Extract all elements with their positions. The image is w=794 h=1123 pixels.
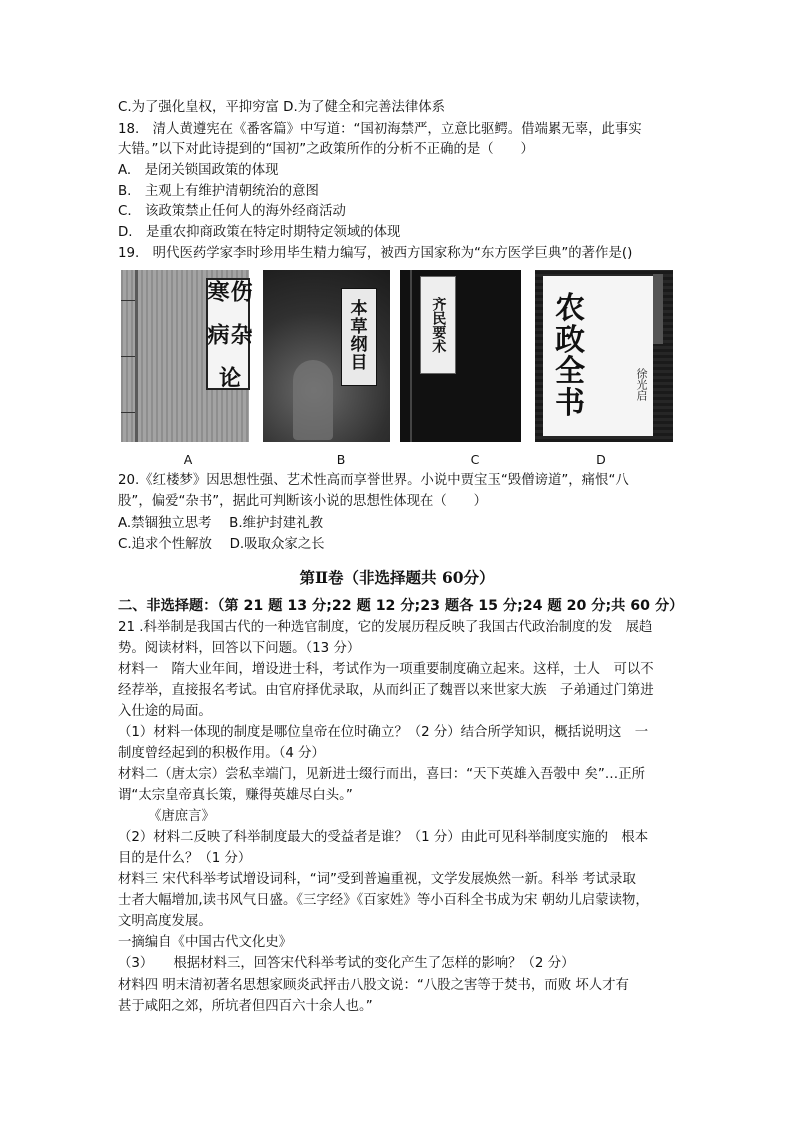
material1-line2: 经荐举，直接报名考试。由官府择优录取，从而纠正了魏晋以来世家大族 子弟通过门第进 <box>118 683 654 698</box>
book-d-title-2: 政 <box>555 322 585 358</box>
book-label-a: A <box>183 452 193 467</box>
book-c-title-1: 齐民 <box>430 297 447 325</box>
material4-line2: 甚于咸阳之郊，所坑者但四百六十余人也。” <box>118 999 373 1014</box>
q20-stem-line2: 股”，偏爱“杂书”，据此可判断该小说的思想性体现在（ ） <box>118 494 487 509</box>
q18-option-b: B. 主观上有维护清朝统治的意图 <box>118 184 319 199</box>
q20-options-ab: A.禁锢独立思考 B.维护封建礼教 <box>118 516 323 531</box>
book-cover-b <box>263 270 390 442</box>
material1-line3: 入仕途的局面。 <box>118 704 212 719</box>
book-a-title-1: 伤寒 <box>204 280 254 302</box>
q21-intro-line1: 21 .科举制是我国古代的一种选官制度，它的发展历程反映了我国古代政治制度的发 展趋 <box>118 620 653 635</box>
book-label-b: B <box>336 452 346 467</box>
material3-line1: 材料三 宋代科举考试增设词科，“词”受到普遍重视，文学发展焕然一新。科举 考试录取 <box>118 872 636 887</box>
q18-stem-line1: 18. 清人黄遵宪在《番客篇》中写道：“国初海禁严，立意比驱鳄。借端累无辜，此事实 <box>118 122 642 137</box>
book-a-title-3: 论 <box>215 366 242 388</box>
book-d-title-4: 书 <box>555 385 585 421</box>
book-cover-d <box>535 270 673 442</box>
q20-options-cd: C.追求个性解放 D.吸取众家之长 <box>118 537 325 552</box>
book-d-title-3: 全 <box>555 354 585 389</box>
section-heading: 二、非选择题：（第 21 题 13 分;22 题 12 分;23 题各 15 分;24 题 20 分;共 60 分） <box>118 598 684 614</box>
q21-2-line2: 目的是什么？（1 分） <box>118 851 252 866</box>
q21-1-line2: 制度曾经起到的积极作用。（4 分） <box>118 746 325 761</box>
material4-line1: 材料四 明末清初著名思想家顾炎武抨击八股文说：“八股之害等于焚书，而败 坏人才有 <box>118 978 629 993</box>
material3-line3: 文明高度发展。 <box>118 914 212 929</box>
q21-1-line1: （1）材料一体现的制度是哪位皇帝在位时确立？（2 分）结合所学知识，概括说明这 一 <box>118 725 649 740</box>
q18-stem-line2: 大错。”以下对此诗提到的“国初”之政策所作的分析不正确的是（ ） <box>118 142 534 157</box>
book-cover-c <box>400 270 521 442</box>
book-label-d: D <box>596 452 606 467</box>
book-d-author: 徐光启 <box>635 368 648 401</box>
q21-2-line1: （2）材料二反映了科举制度最大的受益者是谁？（1 分）由此可见科举制度实施的 根本 <box>118 830 649 845</box>
material2-source: 《唐庶言》 <box>148 809 215 824</box>
book-c-title-2: 要术 <box>430 325 447 353</box>
q18-option-c: C. 该政策禁止任何人的海外经商活动 <box>118 204 346 219</box>
q20-stem-line1: 20.《红楼梦》因思想性强、艺术性高而享誉世界。小说中贾宝玉“毁僧谤道”，痛恨“八 <box>118 473 629 488</box>
book-b-title-1: 本 <box>350 299 368 320</box>
book-covers <box>121 270 673 442</box>
q21-3: （3） 根据材料三，回答宋代科举考试的变化产生了怎样的影响？（2 分） <box>118 956 575 971</box>
q21-intro-line2: 势。阅读材料，回答以下问题。（13 分） <box>118 641 361 656</box>
book-label-c: C <box>470 452 480 467</box>
q19-stem: 19. 明代医药学家李时珍用毕生精力编写，被西方国家称为“东方医学巨典”的著作是() <box>118 246 633 261</box>
q18-option-d: D. 是重农抑商政策在特定时期特定领域的体现 <box>118 225 401 240</box>
section-title: 第Ⅱ卷（非选择题共 60分） <box>299 568 495 587</box>
book-b-title-3: 纲 <box>350 335 368 355</box>
material2-line2: 谓“太宗皇帝真长策，赚得英雄尽白头。” <box>118 788 353 803</box>
book-b-title-4: 目 <box>350 352 368 373</box>
material3-line2: 士者大幅增加,读书风气日盛。《三字经》《百家姓》等小百科全书成为宋 朝幼儿启蒙读物， <box>118 893 649 908</box>
book-cover-a <box>121 270 254 442</box>
q18-option-a: A. 是闭关锁国政策的体现 <box>118 163 279 178</box>
material2-line1: 材料二（唐太宗）尝私幸端门，见新进士缀行而出，喜曰：“天下英雄入吾彀中 矣”…正所 <box>118 767 645 782</box>
material1-line1: 材料一 隋大业年间，增设进士科，考试作为一项重要制度确立起来。这样，士人 可以不 <box>118 662 654 677</box>
q17-option-cd: C.为了强化皇权，平抑穷富 D.为了健全和完善法律体系 <box>118 100 446 115</box>
book-a-title-2: 杂病 <box>204 323 254 345</box>
book-d-title-1: 农 <box>555 291 585 326</box>
book-b-title-2: 草 <box>350 317 368 338</box>
material3-source: 一摘编自《中国古代文化史》 <box>118 935 293 950</box>
